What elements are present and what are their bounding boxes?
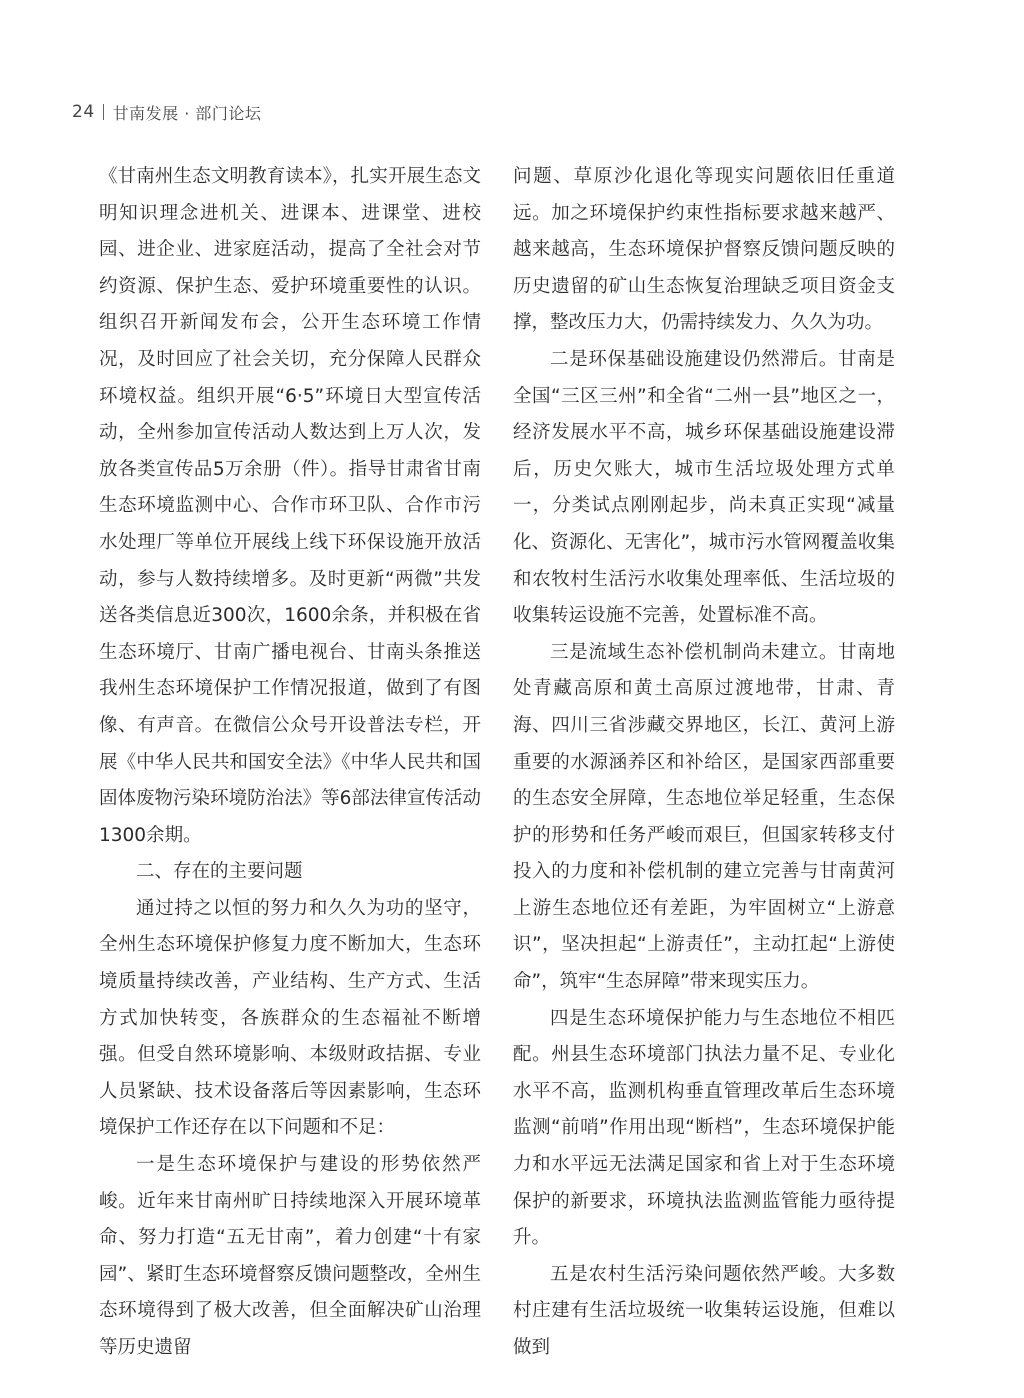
right-paragraph-2: 二是环保基础设施建设仍然滞后。甘南是全国“三区三州”和全省“二州一县”地区之一，经济发展水平不高，城乡环保基础设施建设滞后，历史欠账大，城市生活垃圾处理方式单一，分类试点刚刚起步，尚未真正实现“减量化、资源化、无害化”，城市污水管网覆盖收集和农牧村生活污水收集处理率低、生活垃圾的收集转运设施不完善，处置标准不高。 — [513, 348, 895, 627]
section-heading: 二、存在的主要问题 — [136, 861, 303, 883]
section-title: 甘南发展 · 部门论坛 — [112, 103, 262, 123]
left-paragraph-3: 一是生态环境保护与建设的形势依然严峻。近年来甘南州旷日持续地深入开展环境革命、努力打造“五无甘南”，着力创建“十有家园”、紧盯生态环境督察反馈问题整改，全州生态环境得到了极大改善，但全面解决矿山治理等历史遗留 — [99, 1154, 481, 1358]
right-paragraph-3: 三是流域生态补偿机制尚未建立。甘南地处青藏高原和黄土高原过渡地带，甘肃、青海、四川三省涉藏交界地区，长江、黄河上游重要的水源涵养区和补给区，是国家西部重要的生态安全屏障，生态地位举足轻重，生态保护的形势和任务严峻而艰巨，但国家转移支付投入的力度和补偿机制的建立完善与甘南黄河上游生态地位还有差距，为牢固树立“上游意识”，坚决担起“上游责任”，主动扛起“上游使命”，筑牢“生态屏障”带来现实压力。 — [513, 641, 895, 993]
page-number: 24 — [72, 102, 95, 122]
right-paragraph-4: 四是生态环境保护能力与生态地位不相匹配。州县生态环境部门执法力量不足、专业化水平不高，监测机构垂直管理改革后生态环境监测“前哨”作用出现“断档”，生态环境保护能力和水平远无法满足国家和省上对于生态环境保护的新要求，环境执法监测监管能力亟待提升。 — [513, 1007, 895, 1249]
left-paragraph-1: 《甘南州生态文明教育读本》，扎实开展生态文明知识理念进机关、进课本、进课堂、进校园、进企业、进家庭活动，提高了全社会对节约资源、保护生态、爱护环境重要性的认识。组织召开新闻发布会，公开生态环境工作情况，及时回应了社会关切，充分保障人民群众环境权益。组织开展“6·5”环境日大型宣传活动，全州参加宣传活动人数达到上万人次，发放各类宣传品5万余册（件）。指导甘肃省甘南生态环境监测中心、合作市环卫队、合作市污水处理厂等单位开展线上线下环保设施开放活动，参与人数持续增多。及时更新“两微”共发送各类信息近300次，1600余条，并积极在省生态环境厅、甘南广播电视台、甘南头条推送我州生态环境保护工作情况报道，做到了有图像、有声音。在微信公众号开设普法专栏，开展《中华人民共和国安全法》《中华人民共和国固体废物污染环境防治法》等6部法律宣传活动1300余期。 — [99, 166, 481, 846]
page-header — [72, 100, 261, 124]
right-paragraph-1: 问题、草原沙化退化等现实问题依旧任重道远。加之环境保护约束性指标要求越来越严、越来越高，生态环境保护督察反馈问题反映的历史遗留的矿山生态恢复治理缺乏项目资金支撑，整改压力大，仍需持续发力、久久为功。 — [513, 166, 895, 334]
right-paragraph-5: 五是农村生活污染问题依然严峻。大多数村庄建有生活垃圾统一收集转运设施，但难以做到 — [513, 1263, 895, 1358]
left-column — [99, 159, 481, 1367]
header-divider — [103, 104, 104, 120]
right-column — [513, 159, 895, 1367]
left-paragraph-2: 通过持之以恒的努力和久久为功的坚守，全州生态环境保护修复力度不断加大，生态环境质量持续改善，产业结构、生产方式、生活方式加快转变，各族群众的生态福祉不断增强。但受自然环境影响、本级财政拮据、专业人员紧缺、技术设备落后等因素影响，生态环境保护工作还存在以下问题和不足： — [99, 897, 481, 1139]
